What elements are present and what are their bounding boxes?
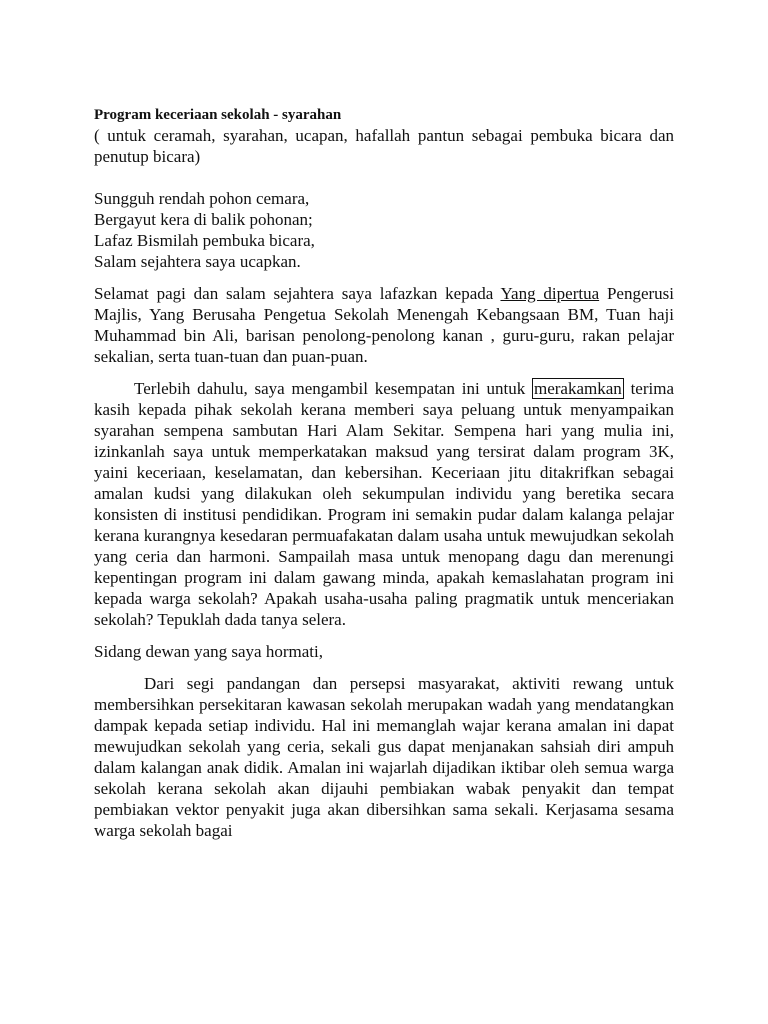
document-title: Program keceriaan sekolah - syarahan xyxy=(94,107,342,123)
greeting-text-start: Selamat pagi dan salam sejahtera saya lafazkan kepada xyxy=(94,284,501,303)
document-page xyxy=(94,106,674,852)
address-line: Sidang dewan yang saya hormati, xyxy=(94,642,323,661)
intro-paragraph xyxy=(94,378,674,630)
greeting-paragraph xyxy=(94,283,674,367)
intro-text-end: terima kasih kepada pihak sekolah kerana memberi saya peluang untuk menyampaikan syarahan sempena sambutan Hari Alam Sekitar. Sempena hari yang mulia ini, izinkanlah saya untuk memperkatakan maksud yang tersirat dalam program 3K, yaini keceriaan, keselamatan, dan kebersihan. Keceriaan jitu ditakrifkan sebagai amalan kudsi yang dilakukan oleh sekumpulan individu yang beretika secara konsisten di institusi pendidikan. Program ini semakin pudar dalam kalanga pelajar kerana kurangnya kesedaran permuafakatan dalam usaha untuk mewujudkan sekolah yang ceria dan harmoni. Sampailah masa untuk menopang dagu dan merenungi kepentingan program ini dalam gawang minda, apakah kemaslahatan program ini kepada warga sekolah? Apakah usaha-usaha paling pragmatik untuk menceriakan sekolah? Tepuklah dada tanya selera. xyxy=(94,379,674,629)
pantun-line: Salam sejahtera saya ucapkan. xyxy=(94,252,301,271)
pantun-line: Bergayut kera di balik pohonan; xyxy=(94,210,313,229)
body-paragraph: Dari segi pandangan dan persepsi masyarakat, aktiviti rewang untuk membersihkan persekitaran kawasan sekolah merupakan wadah yang mendatangkan dampak kepada setiap individu. Hal ini memanglah wajar kerana amalan ini dapat mewujudkan sekolah yang ceria, sekali gus dapat menjanakan sahsiah diri ampuh dalam kalangan anak didik. Amalan ini wajarlah dijadikan iktibar oleh semua warga sekolah kerana sekolah akan dijauhi pembiakan wabak penyakit dan tempat pembiakan vektor penyakit juga akan dibersihkan sama sekali. Kerjasama sesama warga sekolah bagai xyxy=(94,674,674,840)
document-subtitle: ( untuk ceramah, syarahan, ucapan, hafallah pantun sebagai pembuka bicara dan penutup bicara) xyxy=(94,126,674,166)
intro-text-start: Terlebih dahulu, saya mengambil kesempatan ini untuk xyxy=(134,379,532,398)
opening-pantun xyxy=(94,188,674,272)
pantun-line: Lafaz Bismilah pembuka bicara, xyxy=(94,231,315,250)
underlined-title: Yang dipertua xyxy=(500,284,600,303)
boxed-word: merakamkan xyxy=(534,379,622,398)
pantun-line: Sungguh rendah pohon cemara, xyxy=(94,189,310,208)
greeting-text-end: Pengerusi Majlis, Yang Berusaha Pengetua Sekolah Menengah Kebangsaan BM, Tuan haji Muhammad bin Ali, barisan penolong-penolong kanan , guru-guru, rakan pelajar sekalian, serta tuan-tuan dan puan-puan. xyxy=(94,284,674,366)
